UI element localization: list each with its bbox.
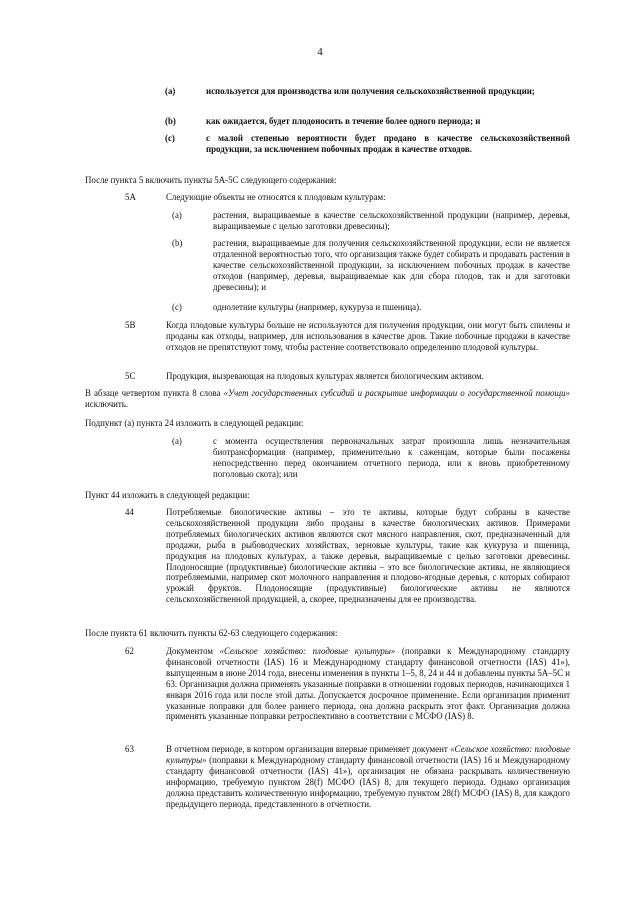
list-label: (a) [165, 86, 176, 96]
list-label: (а) [172, 436, 182, 446]
list-item-text: с момента осуществления первоначальных затрат произошла лишь незначительная биотрансформация (например, применительно к саженцам, которые были посажены непосредственно перед окончанием отчетного периода, или к вновь приобретенному поголовью скота); или [213, 436, 570, 479]
paragraph-number: 44 [125, 507, 134, 517]
paragraph-text: Документом «Сельское хозяйство: плодовые культуры» (поправки к Международному стандарту финансовой отчетности (IAS) 16 и Международному стандарту финансовой отчетности (IAS) 41»), выпущенным в июне 2014 года, внесены изменения в пункты 1–5, 8, 24 и 44 и добавлены пункты 5А–5С и 63. Организация должна применять указанные поправки в отношении годовых периодов, начинающихся 1 января 2016 года или после этой даты. Допускается досрочное применение. Если организация применит указанные поправки для более раннего периода, она должна раскрыть этот факт. Организация должна применять указанные поправки ретроспективно в соответствии с МСФО (IAS) 8. [166, 646, 571, 722]
paragraph-text: Продукция, вызревающая на плодовых культурах является биологическим активом. [166, 371, 484, 381]
list-item-text: как ожидается, будет плодоносить в течение более одного периода; и [206, 116, 481, 126]
page-number: 4 [317, 46, 323, 58]
paragraph-number: 63 [125, 744, 134, 754]
paragraph-number: 5А [125, 192, 136, 202]
paragraph-text: Следующие объекты не относятся к плодовым культурам: [166, 192, 386, 202]
list-item-text: растения, выращиваемые для получения сельскохозяйственной продукции, если не является отдаленной вероятностью того, что организация также будет собирать и продавать растения в качестве сельскохозяйственной продукции, за исключением побочных продаж в качестве отходов (например, деревья, выращиваемые как для сбора плодов, так и для заготовки древесины); и [213, 238, 570, 292]
list-item-text: однолетние культуры (например, кукуруза и пшеница). [213, 302, 422, 312]
list-label: (b) [165, 116, 176, 126]
amendment-instruction: После пункта 61 включить пункты 62-63 следующего содержания: [85, 628, 338, 638]
list-label: (b) [172, 238, 183, 248]
list-item-text: с малой степенью вероятности будет продано в качестве сельскохозяйственной продукции, за исключением побочных продаж в качестве отходов. [206, 133, 570, 154]
paragraph-number: 5С [125, 371, 136, 381]
quoted-title: «Учет государственных субсидий и раскрытие информации о государственной помощи» [223, 388, 570, 398]
amendment-instruction: Подпункт (а) пункта 24 изложить в следующей редакции: [85, 418, 304, 428]
list-label: (c) [165, 133, 175, 143]
amendment-instruction: В абзаце четвертом пункта 8 слова «Учет государственных субсидий и раскрытие информации о государственной помощи» исключить. [85, 388, 570, 409]
list-label: (c) [172, 302, 182, 312]
quoted-title: «Сельское хозяйство: плодовые культуры» [166, 744, 570, 765]
amendment-instruction: После пункта 5 включить пункты 5А-5С следующего содержания: [85, 175, 337, 185]
paragraph-text: Потребляемые биологические активы – это те активы, которые будут собраны в качестве сельскохозяйственной продукции либо проданы в качестве биологических активов. Примерами потребляемых биологических активов являются скот мясного направления, скот, предназначенный для продажи, рыба в рыбоводческих хозяйствах, зерновые культуры, такие как кукуруза и пшеница, продукция на плодовых культурах, а также деревья, выращиваемые с целью заготовки древесины. Плодоносящие (продуктивные) биологические активы – это все биологические активы, не являющиеся потребляемыми, например скот молочного направления и плодово-ягодные деревья, с которых собирают урожай фруктов. Плодоносящие (продуктивные) биологические активы не являются сельскохозяйственной продукцией, а, скорее, предназначены для ее производства. [166, 507, 570, 605]
paragraph-number: 62 [125, 646, 134, 656]
paragraph-text: В отчетном периоде, в котором организация впервые применяет документ «Сельское хозяйство: плодовые культуры» (поправки к Международному стандарту финансовой отчетности (IAS) 16 и Международному стандарту финансовой отчетности (IAS) 41»), организация не обязана раскрывать количественную информацию, требуемую пунктом 28(f) МСФО (IAS) 8, для текущего периода. Однако организация должна представить количественную информацию, требуемую пунктом 28(f) МСФО (IAS) 8, для каждого предыдущего периода, представленного в отчетности. [166, 744, 570, 809]
list-item-text: используется для производства или получения сельскохозяйственной продукции; [206, 86, 535, 96]
amendment-instruction: Пункт 44 изложить в следующей редакции: [85, 490, 250, 500]
list-label: (a) [172, 210, 182, 220]
list-item-text: растения, выращиваемые в качестве сельскохозяйственной продукции (например, деревья, выращиваемые с целью заготовки древесины); [213, 210, 570, 231]
paragraph-text: Когда плодовые культуры больше не используются для получения продукции, они могут быть спилены и проданы как отходы, например, для использования в качестве дров. Такие побочные продажи в качестве отходов не препятствуют тому, чтобы растение соответствовало определению плодовой культуры. [166, 320, 570, 352]
quoted-title: «Сельское хозяйство: плодовые культуры» [219, 646, 396, 656]
paragraph-number: 5В [125, 320, 136, 330]
